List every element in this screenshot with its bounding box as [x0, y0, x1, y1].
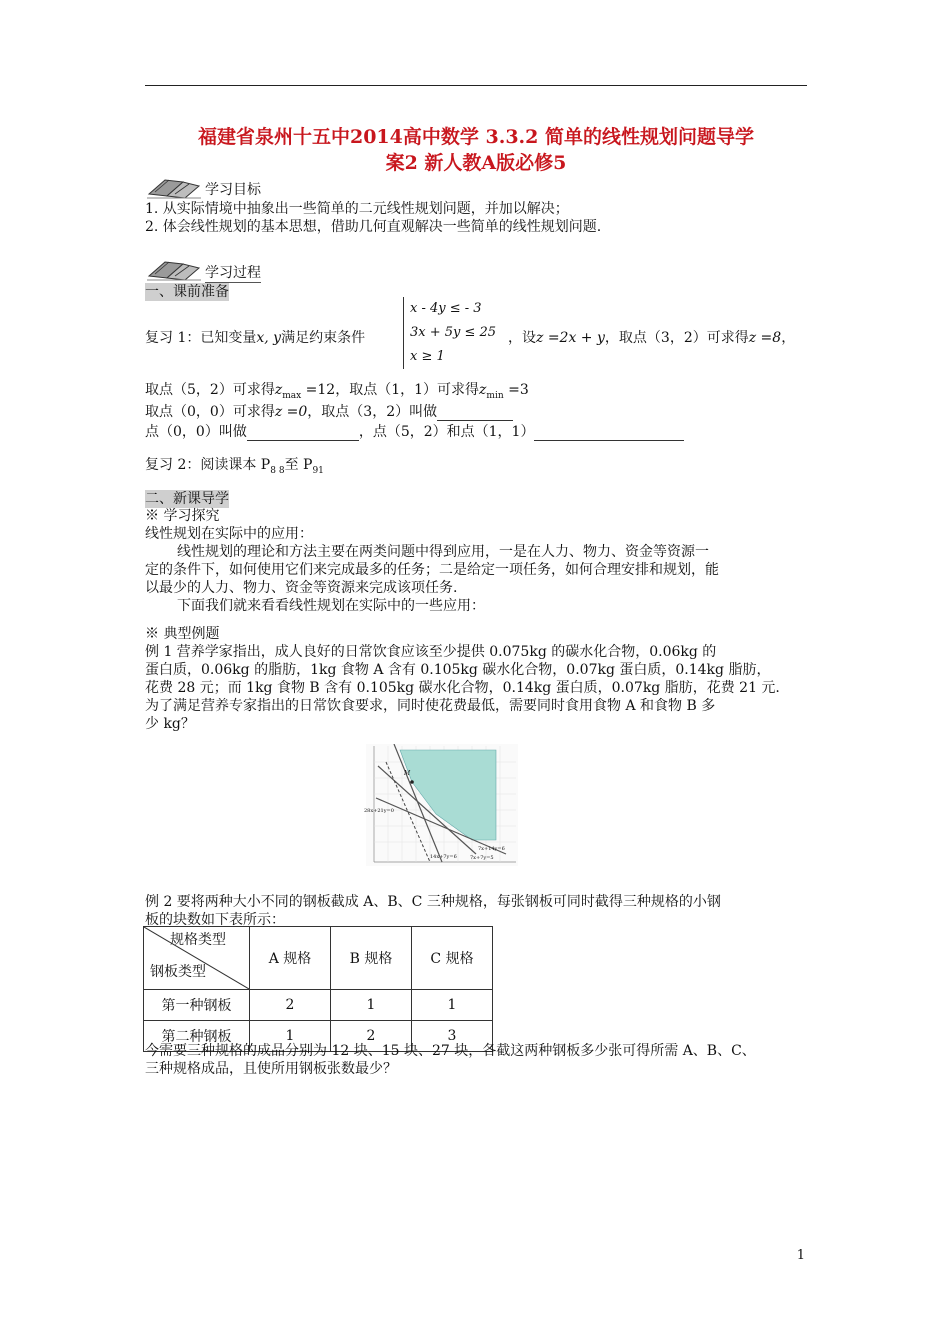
- spec-table: [143, 926, 493, 1052]
- review1-line1-right: ，设z =2x + y，取点（3，2）可求得z =8，: [508, 330, 796, 346]
- part2-heading: 二、新课导学: [145, 491, 229, 507]
- application-title: 线性规划在实际中的应用：: [145, 526, 313, 542]
- page-number: 1: [796, 1248, 805, 1263]
- constraint-system: [403, 297, 504, 369]
- examples-heading: ※ 典型例题: [145, 626, 220, 642]
- table-cell: 2: [250, 990, 331, 1021]
- constraint-2: 3x + 5y ≤ 25: [410, 325, 497, 340]
- line-label-3: 7x+14y=6: [478, 846, 505, 852]
- table-header: B 规格: [331, 927, 412, 990]
- table-cell: 3: [412, 1021, 493, 1052]
- table-header: C 规格: [412, 927, 493, 990]
- part1-heading: 一、课前准备: [145, 284, 229, 300]
- example2-line4: 三种规格成品，且使所用钢板张数最少？: [145, 1061, 397, 1077]
- explore-heading: ※ 学习探究: [145, 508, 220, 524]
- table-cell: 1: [331, 990, 412, 1021]
- book-icon: [145, 252, 205, 282]
- constraint-3: x ≥ 1: [410, 349, 445, 364]
- feasible-region-figure: [366, 744, 518, 866]
- book-icon: [145, 170, 205, 200]
- top-rule: [145, 85, 807, 86]
- line-label-2: 14x+7y=6: [430, 854, 457, 860]
- para1-line1: 线性规划的理论和方法主要在两类问题中得到应用，一是在人力、物力、资金等资源一: [177, 544, 709, 560]
- example1-line2: 蛋白质，0.06kg 的脂肪，1kg 食物 A 含有 0.105kg 碳水化合物，0.07kg 蛋白质，0.14kg 脂肪，: [145, 662, 771, 678]
- doc-title-line1: 福建省泉州十五中2014高中数学 3.3.2 简单的线性规划问题导学: [197, 126, 754, 148]
- table-corner-cell: [144, 927, 250, 990]
- para1-line2: 定的条件下，如何使用它们来完成最多的任务；二是给定一项任务，如何合理安排和规划，能: [145, 562, 719, 578]
- answer-blank[interactable]: [534, 426, 684, 441]
- goals-heading: 学习目标: [205, 182, 261, 198]
- goal-item-1: 1. 从实际情境中抽象出一些简单的二元线性规划问题，并加以解决；: [145, 201, 569, 217]
- table-cell: 2: [331, 1021, 412, 1052]
- process-heading: 学习过程: [205, 265, 261, 281]
- table-cell: 1: [250, 1021, 331, 1052]
- table-header: A 规格: [250, 927, 331, 990]
- example2-line2: 板的块数如下表所示：: [145, 912, 285, 928]
- table-cell: 1: [412, 990, 493, 1021]
- constraint-1: x - 4y ≤ - 3: [410, 301, 482, 316]
- para1-line3: 以最少的人力、物力、资金等资源来完成该项任务.: [145, 580, 458, 596]
- example2-line3: 今需要三种规格的成品分别为 12 块、15 块、27 块，各截这两种钢板多少张可得所需 A、B、C、: [145, 1043, 756, 1059]
- review1-line2: 取点（5，2）可求得$z_{max} =12$，取点（1，1）可求得$z_{min} =3$: [145, 382, 529, 401]
- example2-line1: 例 2 要将两种大小不同的钢板截成 A、B、C 三种规格，每张钢板可同时截得三种规格的小钢: [145, 894, 721, 910]
- line-label-4: 7x+7y=5: [470, 855, 494, 861]
- example1-line4: 为了满足营养专家指出的日常饮食要求，同时使花费最低，需要同时食用食物 A 和食物 B 多: [145, 698, 716, 714]
- doc-title-line2: 案2 新人教A版必修5: [385, 152, 567, 174]
- review1-line3: 取点（0，0）可求得z =0，取点（3，2）叫做: [145, 403, 513, 421]
- vertex-label: M: [404, 770, 411, 777]
- goal-item-2: 2. 体会线性规划的基本思想，借助几何直观解决一些简单的线性规划问题.: [145, 219, 602, 235]
- table-row: [144, 990, 493, 1021]
- line-label-1: 28x+21y=0: [364, 808, 394, 814]
- example1-line1: 例 1 营养学家指出，成人良好的日常饮食应该至少提供 0.075kg 的碳水化合物，0.06kg 的: [145, 644, 717, 660]
- table-row-name: 第二种钢板: [144, 1021, 250, 1052]
- answer-blank[interactable]: [247, 426, 359, 441]
- example1-line5: 少 kg？: [145, 716, 195, 732]
- review1-line1: 复习 1：已知变量x, y满足约束条件: [145, 330, 366, 346]
- table-row-name: 第一种钢板: [144, 990, 250, 1021]
- example1-line3: 花费 28 元；而 1kg 食物 B 含有 0.105kg 碳水化合物，0.14kg 蛋白质，0.07kg 脂肪，花费 21 元.: [145, 680, 780, 696]
- review1-line4: 点（0，0）叫做 ，点（5，2）和点（1，1）: [145, 423, 684, 441]
- review2: 复习 2：阅读课本 $P_{8 8}$至 $P_{91}$: [145, 457, 324, 476]
- corner-bottom-label: 钢板类型: [150, 964, 206, 980]
- para2: 下面我们就来看看线性规划在实际中的一些应用：: [177, 598, 485, 614]
- corner-top-label: 规格类型: [170, 932, 226, 948]
- answer-blank[interactable]: [437, 406, 513, 421]
